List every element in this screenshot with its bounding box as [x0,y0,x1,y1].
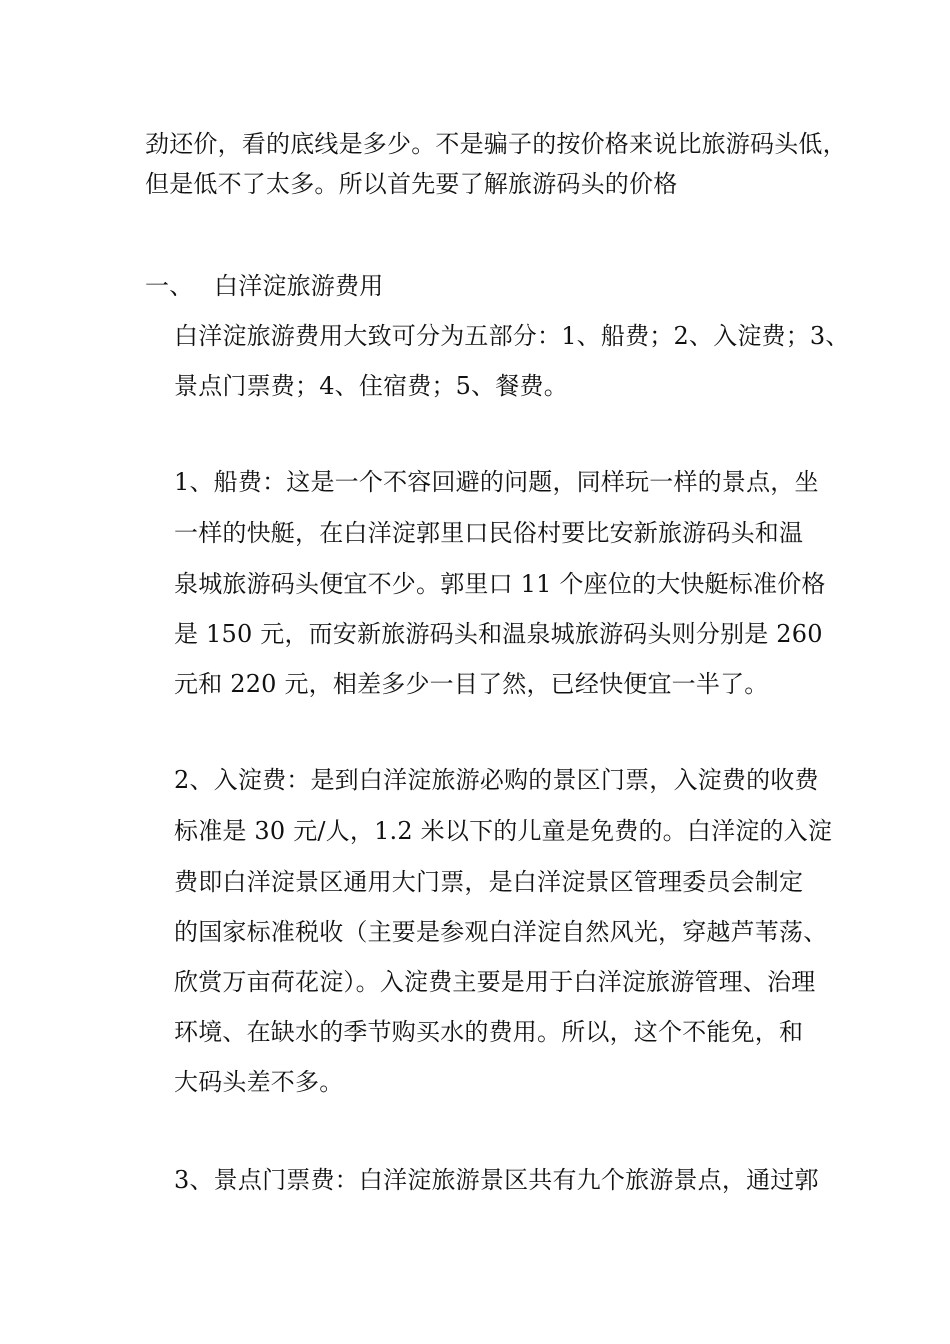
boat-fee-line-5: 元和 220 元，相差多少一目了然，已经快便宜一半了。 [174,670,769,698]
section-number: 一、 [145,272,194,300]
summary-line-2: 景点门票费；4、住宿费；5、餐费。 [174,372,568,400]
intro-line-2: 但是低不了太多。所以首先要了解旅游码头的价格 [145,170,678,198]
entry-fee-line-2: 标准是 30 元/人，1.2 米以下的儿童是免费的。白洋淀的入淀 [174,817,833,845]
boat-fee-line-2: 一样的快艇，在白洋淀郭里口民俗村要比安新旅游码头和温 [174,519,804,547]
entry-fee-line-5: 欣赏万亩荷花淀）。入淀费主要是用于白洋淀旅游管理、治理 [174,968,816,996]
entry-fee-line-1: 2、入淀费：是到白洋淀旅游必购的景区门票，入淀费的收费 [174,766,819,794]
summary-line-1: 白洋淀旅游费用大致可分为五部分：1、船费；2、入淀费；3、 [174,322,850,350]
boat-fee-line-1: 1、船费：这是一个不容回避的问题，同样玩一样的景点，坐 [174,468,819,496]
intro-line-1: 劲还价，看的底线是多少。不是骗子的按价格来说比旅游码头低， [145,130,847,158]
entry-fee-line-6: 环境、在缺水的季节购买水的费用。所以，这个不能免，和 [174,1018,804,1046]
entry-fee-line-7: 大码头差不多。 [174,1068,344,1096]
section-title: 白洋淀旅游费用 [214,272,384,300]
boat-fee-line-3: 泉城旅游码头便宜不少。郭里口 11 个座位的大快艇标准价格 [174,570,826,598]
entry-fee-line-3: 费即白洋淀景区通用大门票，是白洋淀景区管理委员会制定 [174,868,804,896]
entry-fee-line-4: 的国家标准税收（主要是参观白洋淀自然风光，穿越芦苇荡、 [174,918,828,946]
ticket-fee-line-1: 3、景点门票费：白洋淀旅游景区共有九个旅游景点，通过郭 [174,1166,819,1194]
boat-fee-line-4: 是 150 元，而安新旅游码头和温泉城旅游码头则分别是 260 [174,620,823,648]
